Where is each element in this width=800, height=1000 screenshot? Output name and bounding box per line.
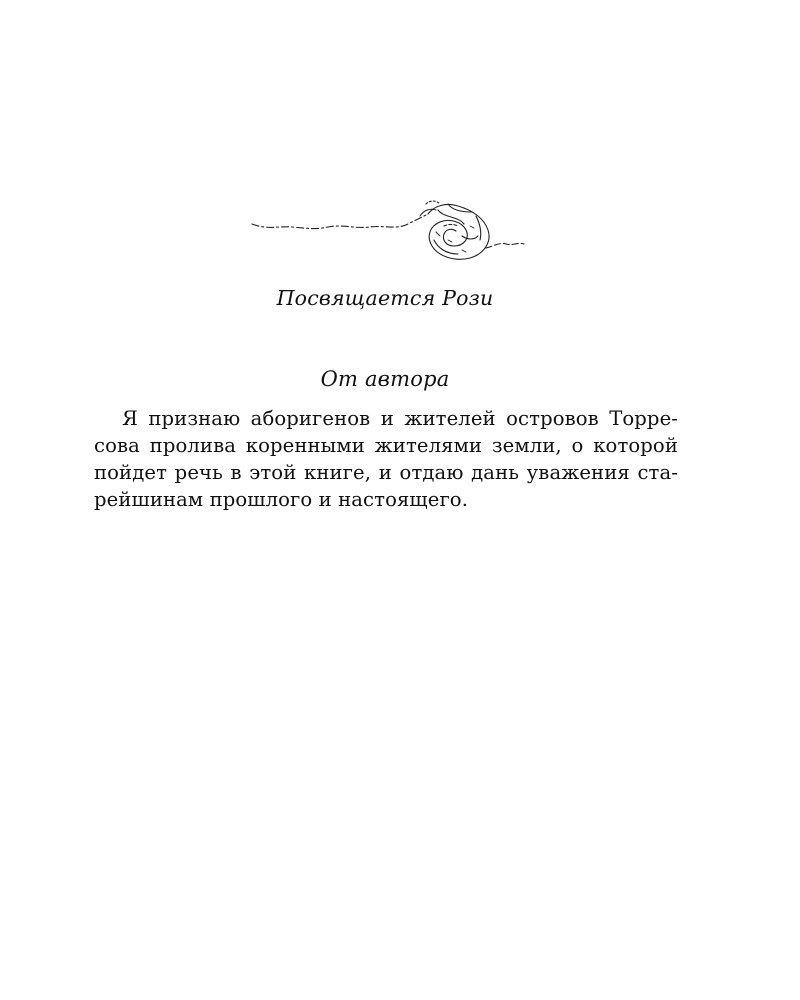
paragraph-line: Я признаю аборигенов и жителей островов Торре- [122, 407, 678, 430]
paragraph-line: рейшинам прошлого и настоящего. [94, 488, 469, 511]
paragraph-line: пойдет речь в этой книге, и отдаю дань уважения ста- [94, 461, 678, 484]
paragraph-line: сова пролива коренными жителями земли, о которой [94, 434, 678, 457]
section-title-from-author: От автора [320, 367, 450, 391]
swirl-flourish-icon [248, 196, 532, 270]
author-note-paragraph [94, 405, 678, 513]
dedication-line: Посвящается Рози [276, 286, 494, 310]
